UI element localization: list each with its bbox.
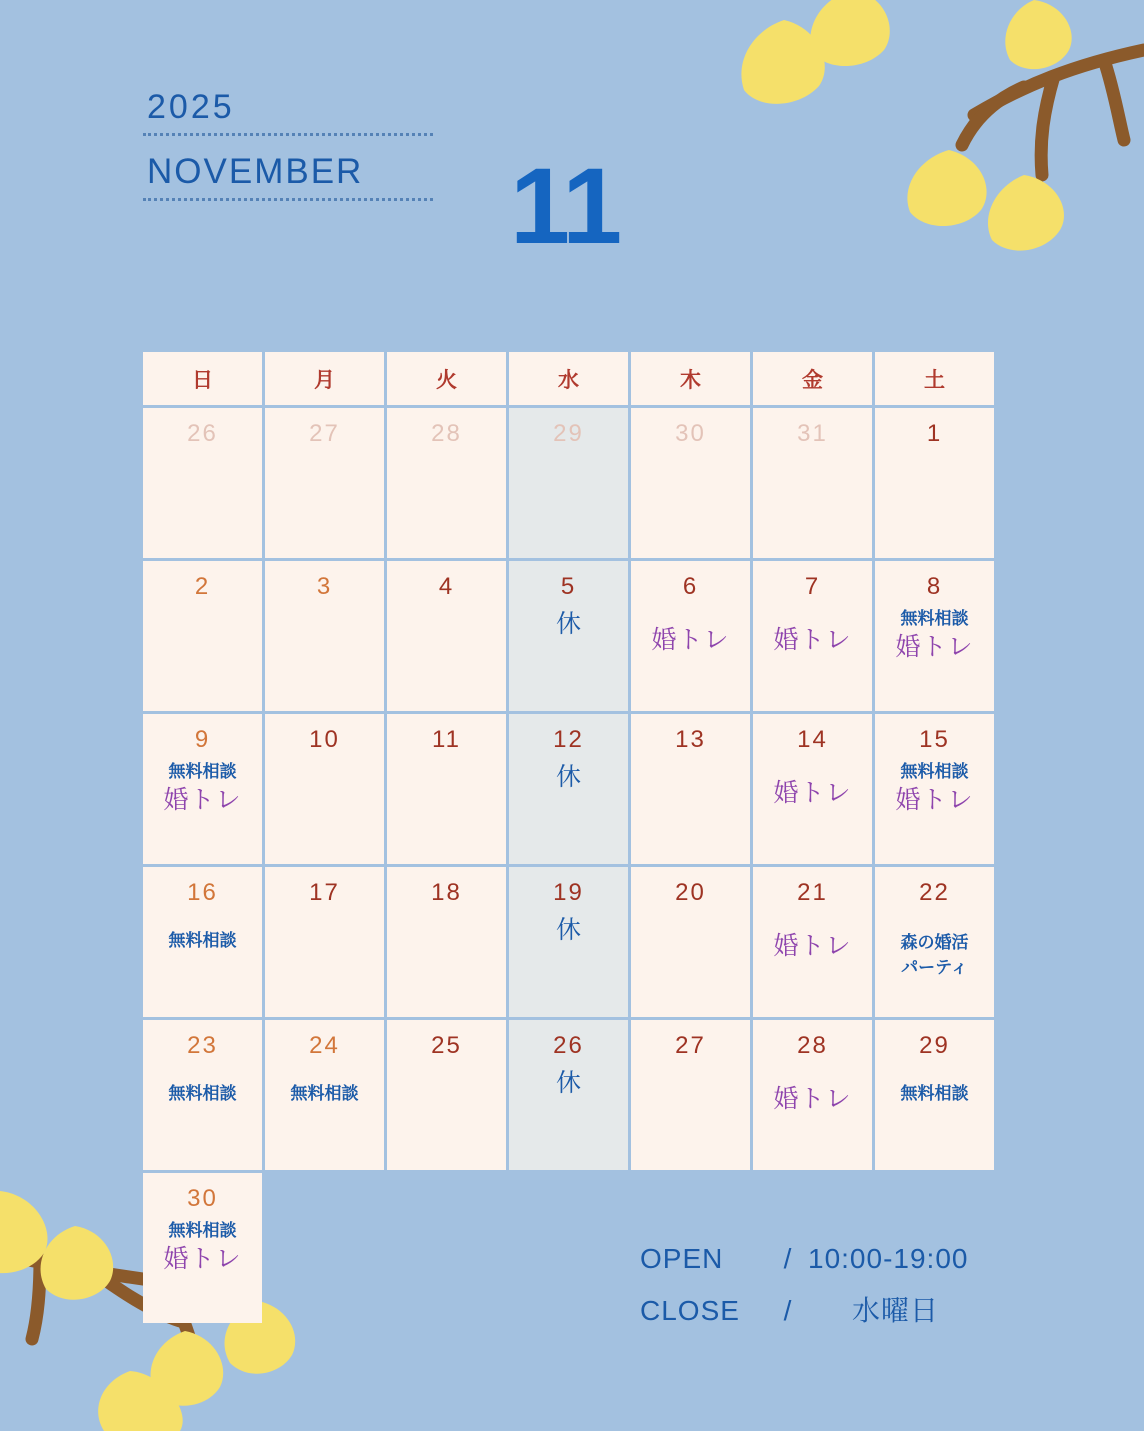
day-number: 19 xyxy=(553,879,584,906)
calendar-grid xyxy=(143,352,1001,1326)
day-number: 5 xyxy=(560,573,577,600)
event-party: パーティ xyxy=(901,958,968,978)
calendar-week-row xyxy=(143,561,1001,711)
day-number: 14 xyxy=(797,726,828,753)
day-number: 28 xyxy=(431,420,462,447)
day-cell-17[interactable] xyxy=(265,867,384,1017)
event-rest: 休 xyxy=(555,762,581,791)
day-events xyxy=(265,1083,384,1106)
event-free: 無料相談 xyxy=(900,761,969,781)
day-number: 29 xyxy=(553,420,584,447)
day-cell-28[interactable] xyxy=(387,408,506,558)
event-konren: 婚トレ xyxy=(163,785,242,814)
day-cell-2[interactable] xyxy=(143,561,262,711)
day-number: 12 xyxy=(553,726,584,753)
day-events xyxy=(753,777,872,811)
day-number: 15 xyxy=(919,726,950,753)
day-cell-18[interactable] xyxy=(387,867,506,1017)
event-party: 森の婚活 xyxy=(900,932,969,952)
event-konren: 婚トレ xyxy=(895,632,974,661)
close-separator: / xyxy=(783,1295,793,1326)
day-cell-7[interactable] xyxy=(753,561,872,711)
event-konren: 婚トレ xyxy=(773,931,852,960)
day-cell-13[interactable] xyxy=(631,714,750,864)
month-name-label: NOVEMBER xyxy=(147,152,364,191)
day-events xyxy=(753,624,872,658)
day-cell-23[interactable] xyxy=(143,1020,262,1170)
divider-bottom xyxy=(143,198,433,201)
calendar-week-row xyxy=(143,867,1001,1017)
day-cell-19[interactable] xyxy=(509,867,628,1017)
event-free: 無料相談 xyxy=(290,1083,359,1103)
day-events xyxy=(753,1083,872,1117)
open-value: 10:00-19:00 xyxy=(808,1243,969,1274)
divider-top xyxy=(143,133,433,136)
day-events xyxy=(509,608,628,642)
day-events xyxy=(875,1083,994,1106)
day-number: 26 xyxy=(553,1032,584,1059)
event-free: 無料相談 xyxy=(168,1083,237,1103)
day-number: 30 xyxy=(187,1185,218,1212)
day-cell-26[interactable] xyxy=(509,1020,628,1170)
day-cell-25[interactable] xyxy=(387,1020,506,1170)
day-cell-26[interactable] xyxy=(143,408,262,558)
day-number: 23 xyxy=(187,1032,218,1059)
event-rest: 休 xyxy=(555,609,581,638)
open-separator: / xyxy=(783,1243,793,1274)
close-value: 水曜日 xyxy=(852,1295,940,1326)
day-cell-31[interactable] xyxy=(753,408,872,558)
event-rest: 休 xyxy=(555,1068,581,1097)
event-free: 無料相談 xyxy=(900,1083,969,1103)
day-events xyxy=(509,761,628,795)
day-cell-4[interactable] xyxy=(387,561,506,711)
day-cell-12[interactable] xyxy=(509,714,628,864)
day-cell-30[interactable] xyxy=(631,408,750,558)
event-konren: 婚トレ xyxy=(163,1244,242,1273)
weekday-header-0: 日 xyxy=(143,352,262,405)
event-free: 無料相談 xyxy=(168,1220,237,1240)
event-konren: 婚トレ xyxy=(773,778,852,807)
weekday-header-3: 水 xyxy=(509,352,628,405)
day-events xyxy=(509,914,628,948)
day-number: 17 xyxy=(309,879,340,906)
day-number: 25 xyxy=(431,1032,462,1059)
weekday-header-4: 木 xyxy=(631,352,750,405)
close-label: CLOSE xyxy=(640,1295,740,1326)
day-cell-30[interactable] xyxy=(143,1173,262,1323)
day-number: 22 xyxy=(919,879,950,906)
day-number: 1 xyxy=(926,420,943,447)
close-hours-line xyxy=(640,1289,968,1329)
weekday-header-5: 金 xyxy=(753,352,872,405)
open-hours-line xyxy=(640,1243,968,1275)
day-cell-20[interactable] xyxy=(631,867,750,1017)
day-cell-22[interactable] xyxy=(875,867,994,1017)
weekday-header-2: 火 xyxy=(387,352,506,405)
event-konren: 婚トレ xyxy=(773,625,852,654)
weekday-header-6: 土 xyxy=(875,352,994,405)
day-number: 30 xyxy=(675,420,706,447)
calendar-week-row xyxy=(143,408,1001,558)
day-cell-14[interactable] xyxy=(753,714,872,864)
day-cell-29[interactable] xyxy=(875,1020,994,1170)
day-events xyxy=(875,930,994,981)
month-number-label: 11 xyxy=(510,145,621,266)
day-number: 28 xyxy=(797,1032,828,1059)
day-cell-27[interactable] xyxy=(265,408,384,558)
calendar-weeks xyxy=(143,408,1001,1323)
calendar-week-row xyxy=(143,1020,1001,1170)
day-number: 3 xyxy=(316,573,333,600)
event-free: 無料相談 xyxy=(168,930,237,950)
day-events xyxy=(875,608,994,665)
day-number: 7 xyxy=(804,573,821,600)
event-konren: 婚トレ xyxy=(651,625,730,654)
weekday-header-row xyxy=(143,352,1001,405)
day-number: 16 xyxy=(187,879,218,906)
weekday-header-1: 月 xyxy=(265,352,384,405)
calendar-week-row xyxy=(143,714,1001,864)
day-cell-6[interactable] xyxy=(631,561,750,711)
day-events xyxy=(509,1067,628,1101)
day-events xyxy=(143,1220,262,1277)
day-cell-28[interactable] xyxy=(753,1020,872,1170)
day-cell-5[interactable] xyxy=(509,561,628,711)
business-hours xyxy=(640,1243,968,1343)
day-events xyxy=(143,930,262,953)
day-cell-15[interactable] xyxy=(875,714,994,864)
day-cell-27[interactable] xyxy=(631,1020,750,1170)
day-number: 31 xyxy=(797,420,828,447)
day-events xyxy=(753,930,872,964)
day-cell-24[interactable] xyxy=(265,1020,384,1170)
day-number: 8 xyxy=(926,573,943,600)
day-cell-8[interactable] xyxy=(875,561,994,711)
day-cell-1[interactable] xyxy=(875,408,994,558)
day-number: 13 xyxy=(675,726,706,753)
open-label: OPEN xyxy=(640,1243,724,1274)
ginkgo-branch-top-right-icon xyxy=(724,0,1144,290)
day-number: 21 xyxy=(797,879,828,906)
day-events xyxy=(143,1083,262,1106)
day-number: 10 xyxy=(309,726,340,753)
day-number: 11 xyxy=(432,726,461,753)
day-cell-29[interactable] xyxy=(509,408,628,558)
day-number: 4 xyxy=(438,573,455,600)
event-rest: 休 xyxy=(555,915,581,944)
day-number: 6 xyxy=(682,573,699,600)
day-number: 26 xyxy=(187,420,218,447)
year-label: 2025 xyxy=(147,88,235,126)
day-number: 20 xyxy=(675,879,706,906)
day-number: 29 xyxy=(919,1032,950,1059)
day-events xyxy=(875,761,994,818)
event-konren: 婚トレ xyxy=(895,785,974,814)
day-number: 27 xyxy=(675,1032,706,1059)
event-free: 無料相談 xyxy=(168,761,237,781)
day-events xyxy=(631,624,750,658)
day-cell-21[interactable] xyxy=(753,867,872,1017)
day-number: 24 xyxy=(309,1032,340,1059)
day-number: 18 xyxy=(431,879,462,906)
day-cell-10[interactable] xyxy=(265,714,384,864)
event-free: 無料相談 xyxy=(900,608,969,628)
day-cell-9[interactable] xyxy=(143,714,262,864)
day-number: 2 xyxy=(194,573,211,600)
day-cell-11[interactable] xyxy=(387,714,506,864)
day-number: 9 xyxy=(194,726,211,753)
day-cell-16[interactable] xyxy=(143,867,262,1017)
day-cell-3[interactable] xyxy=(265,561,384,711)
day-events xyxy=(143,761,262,818)
event-konren: 婚トレ xyxy=(773,1084,852,1113)
day-number: 27 xyxy=(309,420,340,447)
